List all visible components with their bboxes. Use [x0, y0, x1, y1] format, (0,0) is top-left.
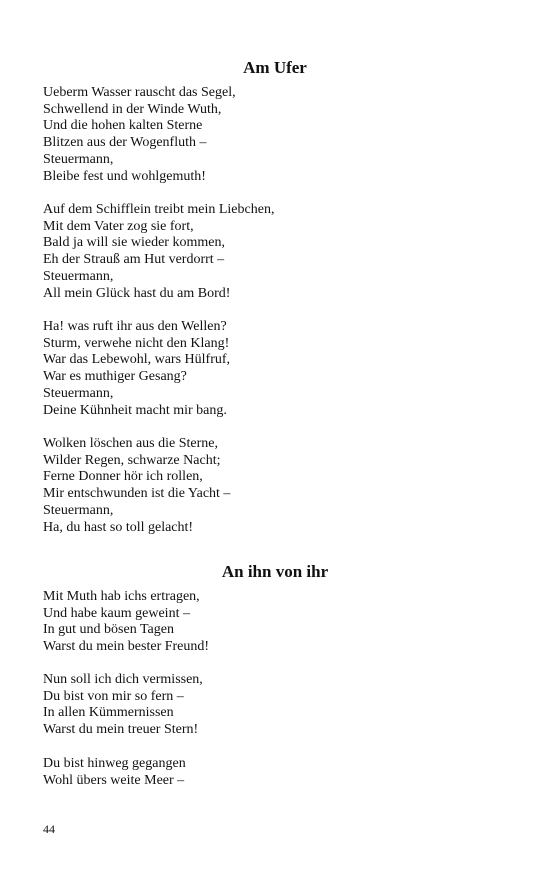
verse-line: Mir entschwunden ist die Yacht – [43, 486, 231, 502]
verse-line: Du bist von mir so fern – [43, 688, 184, 704]
verse-line: Auf dem Schifflein treibt mein Liebchen, [43, 202, 275, 217]
verse-line: Ferne Donner hör ich rollen, [43, 469, 203, 485]
verse-line: Nun soll ich dich vermissen, [43, 672, 203, 687]
verse-line: Bald ja will sie wieder kommen, [43, 235, 225, 251]
verse-line: In gut und bösen Tagen [43, 622, 174, 638]
verse-line: Steuermann, [43, 268, 114, 284]
stanza [43, 756, 186, 789]
verse-line: Steuermann, [43, 151, 114, 167]
verse-line: Wohl übers weite Meer – [43, 772, 185, 788]
verse-line: Warst du mein bester Freund! [43, 639, 210, 655]
stanza [43, 319, 230, 419]
verse-line: Blitzen aus der Wogenfluth – [43, 135, 207, 151]
poem-title: An ihn von ihr [221, 562, 329, 581]
verse-line: Deine Kühnheit macht mir bang. [43, 402, 227, 418]
verse-line: War das Lebewohl, wars Hülfruf, [43, 352, 231, 368]
verse-line: Wilder Regen, schwarze Nacht; [43, 452, 221, 468]
verse-line: All mein Glück hast du am Bord! [43, 285, 231, 301]
verse-line: In allen Kümmernissen [43, 705, 174, 721]
stanza [43, 589, 209, 656]
stanza [43, 85, 236, 185]
verse-line: Und habe kaum geweint – [43, 605, 190, 621]
stanza [43, 436, 230, 536]
verse-line: Steuermann, [43, 502, 114, 518]
verse-line: Wolken löschen aus die Sterne, [43, 436, 218, 451]
page-number: 44 [43, 822, 55, 836]
verse-line: Bleibe fest und wohlgemuth! [43, 168, 206, 184]
verse-line: Steuermann, [43, 385, 114, 401]
verse-line: Ha, du hast so toll gelacht! [43, 519, 194, 535]
verse-line: Sturm, verwehe nicht den Klang! [43, 335, 230, 351]
verse-line: Schwellend in der Winde Wuth, [43, 101, 222, 117]
stanza [43, 672, 203, 739]
verse-line: Warst du mein treuer Stern! [43, 722, 199, 738]
verse-line: Mit Muth hab ichs ertragen, [43, 589, 200, 604]
verse-line: War es muthiger Gesang? [43, 369, 187, 385]
verse-line: Du bist hinweg gegangen [43, 756, 186, 771]
verse-line: Ha! was ruft ihr aus den Wellen? [43, 319, 227, 334]
verse-line: Eh der Strauß am Hut verdorrt – [43, 252, 225, 268]
poem-title: Am Ufer [243, 58, 307, 77]
stanza [43, 202, 274, 302]
verse-line: Und die hohen kalten Sterne [43, 118, 203, 134]
verse-line: Ueberm Wasser rauscht das Segel, [43, 85, 236, 100]
verse-line: Mit dem Vater zog sie fort, [43, 218, 194, 234]
